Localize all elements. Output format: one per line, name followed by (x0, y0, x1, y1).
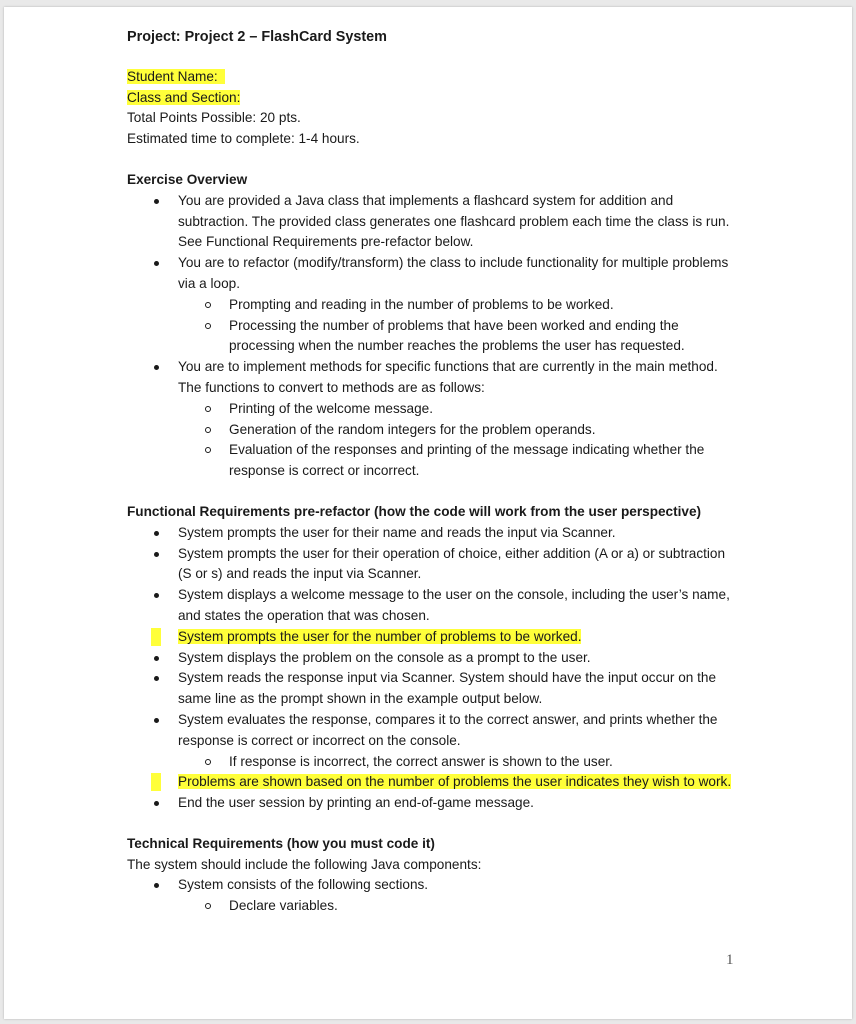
list-item: System consists of the following sections. (127, 875, 737, 896)
class-section-label: Class and Section: (127, 89, 241, 105)
list-item: System prompts the user for their operation of choice, either addition (A or a) or subtraction (S or s) and reads the input via Scanner. (127, 544, 737, 586)
document-page (4, 7, 852, 1019)
page-number: 1 (726, 952, 734, 968)
sub-list-item: Processing the number of problems that have been worked and ending the processing when the number reaches the problems the user has requested. (127, 316, 737, 358)
sub-list-item: Declare variables. (127, 896, 737, 917)
list-item: System displays a welcome message to the user on the console, including the user’s name, and states the operation that was chosen. (127, 585, 737, 627)
sub-list-item: If response is incorrect, the correct answer is shown to the user. (127, 752, 737, 773)
technical-intro: The system should include the following Java components: (127, 856, 482, 872)
overview-list (127, 191, 737, 482)
list-item: You are provided a Java class that implements a flashcard system for addition and subtraction. The provided class generates one flashcard problem each time the class is run. See Functional Requirements pre-refactor below. (127, 191, 737, 253)
functional-list (127, 523, 737, 814)
sub-list-item: Generation of the random integers for the problem operands. (127, 420, 737, 441)
sub-list-item: Printing of the welcome message. (127, 399, 737, 420)
list-item: You are to refactor (modify/transform) the class to include functionality for multiple problems via a loop. (127, 253, 737, 295)
document-title: Project: Project 2 – FlashCard System (127, 29, 387, 45)
functional-heading: Functional Requirements pre-refactor (how the code will work from the user perspective) (127, 503, 702, 519)
technical-list (127, 875, 737, 917)
document-body (127, 21, 737, 917)
list-item: End the user session by printing an end-of-game message. (127, 793, 737, 814)
sub-list-item: Evaluation of the responses and printing of the message indicating whether the response is correct or incorrect. (127, 440, 737, 482)
sub-list-item: Prompting and reading in the number of problems to be worked. (127, 295, 737, 316)
list-item-highlighted: Problems are shown based on the number of problems the user indicates they wish to work. (127, 772, 737, 793)
estimated-time: Estimated time to complete: 1-4 hours. (127, 131, 360, 147)
total-points: Total Points Possible: 20 pts. (127, 110, 301, 126)
overview-heading: Exercise Overview (127, 171, 248, 187)
list-item: System prompts the user for their name and reads the input via Scanner. (127, 523, 737, 544)
student-name-label: Student Name: (127, 68, 218, 84)
list-item: System displays the problem on the console as a prompt to the user. (127, 648, 737, 669)
list-item: System reads the response input via Scanner. System should have the input occur on the same line as the prompt shown in the example output below. (127, 668, 737, 710)
list-item: System evaluates the response, compares it to the correct answer, and prints whether the response is correct or incorrect on the console. (127, 710, 737, 752)
list-item: You are to implement methods for specific functions that are currently in the main method. The functions to convert to methods are as follows: (127, 357, 737, 399)
technical-heading: Technical Requirements (how you must code it) (127, 835, 435, 851)
list-item-highlighted: System prompts the user for the number of problems to be worked. (127, 627, 737, 648)
